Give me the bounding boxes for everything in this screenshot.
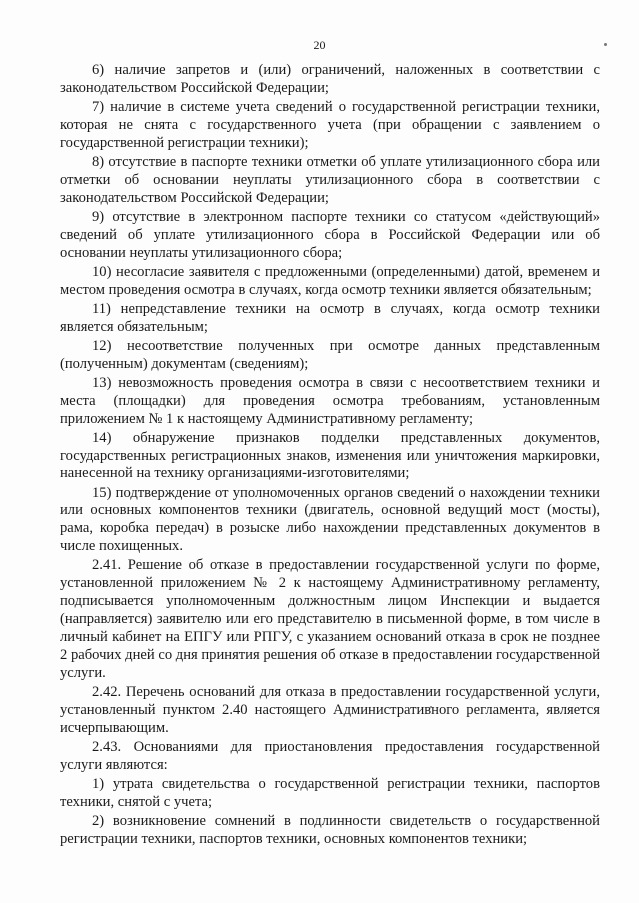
list-item-15: 15) подтверждение от уполномоченных органов сведений о нахождении техники или основных компонентов техники (двигатель, основной ведущий мост (мосты), рама, коробка передач) в розыске либо нахождении представленных документов в числе похищенных. bbox=[60, 484, 600, 555]
list-item-11: 11) непредставление техники на осмотр в случаях, когда осмотр техники является обязательным; bbox=[60, 300, 600, 335]
scan-speck bbox=[604, 43, 607, 46]
suspension-item-2: 2) возникновение сомнений в подлинности свидетельств о государственной регистрации техники, паспортов техники, основных компонентов техники; bbox=[60, 812, 600, 847]
list-item-7: 7) наличие в системе учета сведений о государственной регистрации техники, которая не снята с государственного учета (при обращении с заявлением о государственной регистрации техники); bbox=[60, 99, 600, 151]
list-item-13: 13) невозможность проведения осмотра в связи с несоответствием техники и места (площадки) для проведения осмотра требованиям, установленным приложением № 1 к настоящему Административному регламенту; bbox=[60, 374, 600, 427]
list-item-9: 9) отсутствие в электронном паспорте техники со статусом «действующий» сведений об уплате утилизационного сбора в Российской Федерации или об основании неуплаты утилизационного сбора; bbox=[60, 208, 600, 261]
clause-2-42: 2.42. Перечень оснований для отказа в предоставлении государственной услуги, установленный пунктом 2.40 настоящего Административного регламента, является исчерпывающим. bbox=[60, 683, 600, 736]
document-body bbox=[60, 62, 600, 850]
clause-2-41: 2.41. Решение об отказе в предоставлении государственной услуги по форме, установленной приложением № 2 к настоящему Административному регламенту, подписывается уполномоченным должностным лицом Инспекции и выдается (направляется) заявителю или его представителю в письменной форме, в том числе в личный кабинет на ЕПГУ или РПГУ, с указанием оснований отказа в срок не позднее 2 рабочих дней со дня принятия решения об отказе в предоставлении государственной услуги. bbox=[60, 557, 600, 681]
suspension-item-1: 1) утрата свидетельства о государственной регистрации техники, паспортов техники, снятой с учета; bbox=[60, 775, 600, 810]
page-number: 20 bbox=[313, 38, 326, 52]
list-item-10: 10) несогласие заявителя с предложенными (определенными) датой, временем и местом проведения осмотра в случаях, когда осмотр техники является обязательным; bbox=[60, 263, 600, 298]
list-item-14: 14) обнаружение признаков подделки представленных документов, государственных регистрационных знаков, изменения или уничтожения маркировки, нанесенной на технику организациями-изготовителями; bbox=[60, 429, 600, 482]
list-item-12: 12) несоответствие полученных при осмотре данных представленным (полученным) документам (сведениям); bbox=[60, 337, 600, 372]
clause-2-43: 2.43. Основаниями для приостановления предоставления государственной услуги являются: bbox=[60, 738, 600, 773]
list-item-8: 8) отсутствие в паспорте техники отметки об уплате утилизационного сбора или отметки об основании неуплаты утилизационного сбора в соответствии с законодательством Российской Федерации; bbox=[60, 153, 600, 206]
list-item-6: 6) наличие запретов и (или) ограничений, наложенных в соответствии с законодательством Российской Федерации; bbox=[60, 62, 600, 96]
